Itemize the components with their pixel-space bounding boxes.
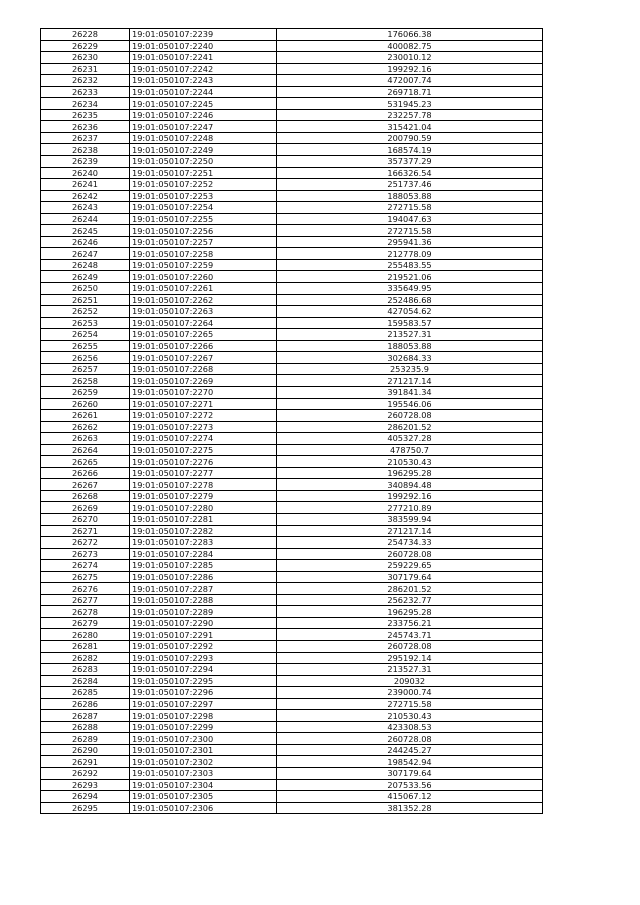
table-row	[41, 29, 543, 41]
table-row	[41, 283, 543, 295]
value-cell: 209032	[277, 675, 543, 687]
cadastral-number-cell: 19:01:050107:2282	[130, 525, 277, 537]
value-cell: 196295.28	[277, 467, 543, 479]
value-cell: 256232.77	[277, 594, 543, 606]
table-row	[41, 86, 543, 98]
cadastral-number-cell: 19:01:050107:2274	[130, 433, 277, 445]
value-cell: 168574.19	[277, 144, 543, 156]
row-number-cell: 26285	[41, 687, 130, 699]
table-row	[41, 236, 543, 248]
cadastral-number-cell: 19:01:050107:2301	[130, 744, 277, 756]
value-cell: 199292.16	[277, 490, 543, 502]
value-cell: 269718.71	[277, 86, 543, 98]
cadastral-number-cell: 19:01:050107:2287	[130, 583, 277, 595]
row-number-cell: 26293	[41, 779, 130, 791]
table-row	[41, 109, 543, 121]
cadastral-number-cell: 19:01:050107:2283	[130, 537, 277, 549]
row-number-cell: 26252	[41, 306, 130, 318]
row-number-cell: 26242	[41, 190, 130, 202]
row-number-cell: 26295	[41, 802, 130, 814]
row-number-cell: 26250	[41, 283, 130, 295]
row-number-cell: 26271	[41, 525, 130, 537]
row-number-cell: 26245	[41, 225, 130, 237]
cadastral-number-cell: 19:01:050107:2271	[130, 398, 277, 410]
value-cell: 260728.08	[277, 733, 543, 745]
value-cell: 188053.88	[277, 340, 543, 352]
value-cell: 405327.28	[277, 433, 543, 445]
row-number-cell: 26256	[41, 352, 130, 364]
table-row	[41, 791, 543, 803]
value-cell: 212778.09	[277, 248, 543, 260]
parcel-table-body	[41, 29, 543, 814]
row-number-cell: 26228	[41, 29, 130, 41]
row-number-cell: 26290	[41, 744, 130, 756]
row-number-cell: 26237	[41, 132, 130, 144]
cadastral-number-cell: 19:01:050107:2246	[130, 109, 277, 121]
row-number-cell: 26291	[41, 756, 130, 768]
row-number-cell: 26270	[41, 513, 130, 525]
cadastral-number-cell: 19:01:050107:2297	[130, 698, 277, 710]
table-row	[41, 63, 543, 75]
row-number-cell: 26278	[41, 606, 130, 618]
cadastral-number-cell: 19:01:050107:2284	[130, 548, 277, 560]
value-cell: 198542.94	[277, 756, 543, 768]
value-cell: 272715.58	[277, 698, 543, 710]
value-cell: 315421.04	[277, 121, 543, 133]
table-row	[41, 490, 543, 502]
cadastral-number-cell: 19:01:050107:2285	[130, 560, 277, 572]
cadastral-number-cell: 19:01:050107:2247	[130, 121, 277, 133]
table-row	[41, 744, 543, 756]
cadastral-number-cell: 19:01:050107:2251	[130, 167, 277, 179]
cadastral-number-cell: 19:01:050107:2252	[130, 179, 277, 191]
row-number-cell: 26261	[41, 410, 130, 422]
row-number-cell: 26274	[41, 560, 130, 572]
row-number-cell: 26286	[41, 698, 130, 710]
cadastral-number-cell: 19:01:050107:2293	[130, 652, 277, 664]
row-number-cell: 26275	[41, 571, 130, 583]
value-cell: 259229.65	[277, 560, 543, 572]
row-number-cell: 26255	[41, 340, 130, 352]
table-row	[41, 363, 543, 375]
value-cell: 232257.78	[277, 109, 543, 121]
table-row	[41, 225, 543, 237]
cadastral-number-cell: 19:01:050107:2286	[130, 571, 277, 583]
cadastral-number-cell: 19:01:050107:2257	[130, 236, 277, 248]
value-cell: 472007.74	[277, 75, 543, 87]
cadastral-number-cell: 19:01:050107:2249	[130, 144, 277, 156]
value-cell: 295941.36	[277, 236, 543, 248]
row-number-cell: 26241	[41, 179, 130, 191]
cadastral-number-cell: 19:01:050107:2240	[130, 40, 277, 52]
row-number-cell: 26277	[41, 594, 130, 606]
table-row	[41, 768, 543, 780]
row-number-cell: 26279	[41, 617, 130, 629]
table-row	[41, 352, 543, 364]
table-row	[41, 156, 543, 168]
table-row	[41, 317, 543, 329]
table-row	[41, 294, 543, 306]
table-row	[41, 583, 543, 595]
value-cell: 159583.57	[277, 317, 543, 329]
cadastral-number-cell: 19:01:050107:2305	[130, 791, 277, 803]
row-number-cell: 26239	[41, 156, 130, 168]
cadastral-number-cell: 19:01:050107:2275	[130, 444, 277, 456]
row-number-cell: 26287	[41, 710, 130, 722]
cadastral-number-cell: 19:01:050107:2241	[130, 52, 277, 64]
row-number-cell: 26268	[41, 490, 130, 502]
value-cell: 271217.14	[277, 375, 543, 387]
value-cell: 194047.63	[277, 213, 543, 225]
table-row	[41, 594, 543, 606]
value-cell: 277210.89	[277, 502, 543, 514]
table-row	[41, 779, 543, 791]
table-row	[41, 502, 543, 514]
value-cell: 213527.31	[277, 664, 543, 676]
cadastral-number-cell: 19:01:050107:2289	[130, 606, 277, 618]
cadastral-number-cell: 19:01:050107:2263	[130, 306, 277, 318]
row-number-cell: 26263	[41, 433, 130, 445]
cadastral-number-cell: 19:01:050107:2268	[130, 363, 277, 375]
table-row	[41, 375, 543, 387]
cadastral-number-cell: 19:01:050107:2243	[130, 75, 277, 87]
cadastral-number-cell: 19:01:050107:2265	[130, 329, 277, 341]
value-cell: 176066.38	[277, 29, 543, 41]
cadastral-number-cell: 19:01:050107:2244	[130, 86, 277, 98]
value-cell: 188053.88	[277, 190, 543, 202]
table-row	[41, 202, 543, 214]
value-cell: 245743.71	[277, 629, 543, 641]
row-number-cell: 26292	[41, 768, 130, 780]
cadastral-number-cell: 19:01:050107:2256	[130, 225, 277, 237]
cadastral-number-cell: 19:01:050107:2260	[130, 271, 277, 283]
cadastral-number-cell: 19:01:050107:2262	[130, 294, 277, 306]
value-cell: 251737.46	[277, 179, 543, 191]
row-number-cell: 26240	[41, 167, 130, 179]
row-number-cell: 26284	[41, 675, 130, 687]
cadastral-number-cell: 19:01:050107:2276	[130, 456, 277, 468]
cadastral-number-cell: 19:01:050107:2279	[130, 490, 277, 502]
row-number-cell: 26231	[41, 63, 130, 75]
value-cell: 335649.95	[277, 283, 543, 295]
table-row	[41, 410, 543, 422]
value-cell: 213527.31	[277, 329, 543, 341]
cadastral-number-cell: 19:01:050107:2270	[130, 386, 277, 398]
table-row	[41, 675, 543, 687]
table-row	[41, 756, 543, 768]
cadastral-number-cell: 19:01:050107:2266	[130, 340, 277, 352]
table-row	[41, 513, 543, 525]
value-cell: 286201.52	[277, 583, 543, 595]
cadastral-number-cell: 19:01:050107:2239	[130, 29, 277, 41]
table-row	[41, 421, 543, 433]
table-row	[41, 398, 543, 410]
table-row	[41, 98, 543, 110]
cadastral-number-cell: 19:01:050107:2294	[130, 664, 277, 676]
value-cell: 272715.58	[277, 202, 543, 214]
table-row	[41, 40, 543, 52]
table-row	[41, 525, 543, 537]
row-number-cell: 26249	[41, 271, 130, 283]
cadastral-number-cell: 19:01:050107:2253	[130, 190, 277, 202]
table-row	[41, 479, 543, 491]
table-row	[41, 386, 543, 398]
cadastral-number-cell: 19:01:050107:2254	[130, 202, 277, 214]
value-cell: 260728.08	[277, 410, 543, 422]
row-number-cell: 26234	[41, 98, 130, 110]
row-number-cell: 26244	[41, 213, 130, 225]
value-cell: 381352.28	[277, 802, 543, 814]
table-row	[41, 698, 543, 710]
row-number-cell: 26235	[41, 109, 130, 121]
value-cell: 195546.06	[277, 398, 543, 410]
row-number-cell: 26273	[41, 548, 130, 560]
cadastral-number-cell: 19:01:050107:2281	[130, 513, 277, 525]
value-cell: 255483.55	[277, 259, 543, 271]
value-cell: 307179.64	[277, 571, 543, 583]
row-number-cell: 26262	[41, 421, 130, 433]
row-number-cell: 26236	[41, 121, 130, 133]
value-cell: 286201.52	[277, 421, 543, 433]
table-row	[41, 571, 543, 583]
table-row	[41, 306, 543, 318]
value-cell: 252486.68	[277, 294, 543, 306]
value-cell: 196295.28	[277, 606, 543, 618]
value-cell: 391841.34	[277, 386, 543, 398]
cadastral-number-cell: 19:01:050107:2290	[130, 617, 277, 629]
cadastral-number-cell: 19:01:050107:2304	[130, 779, 277, 791]
table-row	[41, 652, 543, 664]
cadastral-number-cell: 19:01:050107:2296	[130, 687, 277, 699]
row-number-cell: 26266	[41, 467, 130, 479]
table-row	[41, 629, 543, 641]
row-number-cell: 26267	[41, 479, 130, 491]
row-number-cell: 26253	[41, 317, 130, 329]
table-row	[41, 75, 543, 87]
value-cell: 427054.62	[277, 306, 543, 318]
table-row	[41, 721, 543, 733]
value-cell: 295192.14	[277, 652, 543, 664]
table-row	[41, 560, 543, 572]
row-number-cell: 26254	[41, 329, 130, 341]
row-number-cell: 26230	[41, 52, 130, 64]
row-number-cell: 26238	[41, 144, 130, 156]
table-row	[41, 617, 543, 629]
row-number-cell: 26259	[41, 386, 130, 398]
cadastral-number-cell: 19:01:050107:2288	[130, 594, 277, 606]
row-number-cell: 26289	[41, 733, 130, 745]
table-row	[41, 606, 543, 618]
table-row	[41, 687, 543, 699]
row-number-cell: 26251	[41, 294, 130, 306]
cadastral-number-cell: 19:01:050107:2250	[130, 156, 277, 168]
value-cell: 302684.33	[277, 352, 543, 364]
row-number-cell: 26257	[41, 363, 130, 375]
table-row	[41, 167, 543, 179]
cadastral-number-cell: 19:01:050107:2278	[130, 479, 277, 491]
row-number-cell: 26288	[41, 721, 130, 733]
value-cell: 253235.9	[277, 363, 543, 375]
value-cell: 260728.08	[277, 548, 543, 560]
table-row	[41, 640, 543, 652]
table-row	[41, 710, 543, 722]
table-row	[41, 144, 543, 156]
cadastral-number-cell: 19:01:050107:2264	[130, 317, 277, 329]
value-cell: 478750.7	[277, 444, 543, 456]
row-number-cell: 26265	[41, 456, 130, 468]
cadastral-number-cell: 19:01:050107:2299	[130, 721, 277, 733]
value-cell: 230010.12	[277, 52, 543, 64]
cadastral-number-cell: 19:01:050107:2302	[130, 756, 277, 768]
row-number-cell: 26283	[41, 664, 130, 676]
table-row	[41, 664, 543, 676]
value-cell: 200790.59	[277, 132, 543, 144]
cadastral-number-cell: 19:01:050107:2258	[130, 248, 277, 260]
value-cell: 357377.29	[277, 156, 543, 168]
cadastral-number-cell: 19:01:050107:2259	[130, 259, 277, 271]
row-number-cell: 26232	[41, 75, 130, 87]
value-cell: 415067.12	[277, 791, 543, 803]
value-cell: 210530.43	[277, 710, 543, 722]
cadastral-number-cell: 19:01:050107:2306	[130, 802, 277, 814]
row-number-cell: 26243	[41, 202, 130, 214]
value-cell: 233756.21	[277, 617, 543, 629]
table-row	[41, 456, 543, 468]
cadastral-number-cell: 19:01:050107:2303	[130, 768, 277, 780]
row-number-cell: 26269	[41, 502, 130, 514]
row-number-cell: 26276	[41, 583, 130, 595]
table-row	[41, 259, 543, 271]
cadastral-number-cell: 19:01:050107:2267	[130, 352, 277, 364]
cadastral-number-cell: 19:01:050107:2292	[130, 640, 277, 652]
table-row	[41, 52, 543, 64]
cadastral-number-cell: 19:01:050107:2269	[130, 375, 277, 387]
row-number-cell: 26294	[41, 791, 130, 803]
cadastral-number-cell: 19:01:050107:2300	[130, 733, 277, 745]
table-row	[41, 340, 543, 352]
parcel-table	[40, 28, 543, 814]
cadastral-number-cell: 19:01:050107:2245	[130, 98, 277, 110]
value-cell: 199292.16	[277, 63, 543, 75]
row-number-cell: 26260	[41, 398, 130, 410]
value-cell: 210530.43	[277, 456, 543, 468]
table-row	[41, 329, 543, 341]
cadastral-number-cell: 19:01:050107:2242	[130, 63, 277, 75]
cadastral-number-cell: 19:01:050107:2291	[130, 629, 277, 641]
row-number-cell: 26233	[41, 86, 130, 98]
table-row	[41, 213, 543, 225]
value-cell: 307179.64	[277, 768, 543, 780]
row-number-cell: 26248	[41, 259, 130, 271]
table-row	[41, 433, 543, 445]
cadastral-number-cell: 19:01:050107:2295	[130, 675, 277, 687]
value-cell: 239000.74	[277, 687, 543, 699]
value-cell: 383599.94	[277, 513, 543, 525]
row-number-cell: 26246	[41, 236, 130, 248]
table-row	[41, 121, 543, 133]
value-cell: 219521.06	[277, 271, 543, 283]
value-cell: 207533.56	[277, 779, 543, 791]
row-number-cell: 26281	[41, 640, 130, 652]
row-number-cell: 26282	[41, 652, 130, 664]
cadastral-number-cell: 19:01:050107:2277	[130, 467, 277, 479]
row-number-cell: 26264	[41, 444, 130, 456]
row-number-cell: 26272	[41, 537, 130, 549]
value-cell: 531945.23	[277, 98, 543, 110]
cadastral-number-cell: 19:01:050107:2248	[130, 132, 277, 144]
cadastral-number-cell: 19:01:050107:2255	[130, 213, 277, 225]
table-row	[41, 444, 543, 456]
cadastral-number-cell: 19:01:050107:2298	[130, 710, 277, 722]
row-number-cell: 26247	[41, 248, 130, 260]
value-cell: 423308.53	[277, 721, 543, 733]
table-row	[41, 248, 543, 260]
value-cell: 260728.08	[277, 640, 543, 652]
cadastral-number-cell: 19:01:050107:2273	[130, 421, 277, 433]
value-cell: 400082.75	[277, 40, 543, 52]
value-cell: 166326.54	[277, 167, 543, 179]
table-row	[41, 271, 543, 283]
value-cell: 340894.48	[277, 479, 543, 491]
table-row	[41, 733, 543, 745]
cadastral-number-cell: 19:01:050107:2272	[130, 410, 277, 422]
table-row	[41, 190, 543, 202]
table-row	[41, 132, 543, 144]
value-cell: 271217.14	[277, 525, 543, 537]
cadastral-number-cell: 19:01:050107:2280	[130, 502, 277, 514]
row-number-cell: 26258	[41, 375, 130, 387]
table-row	[41, 537, 543, 549]
table-row	[41, 179, 543, 191]
value-cell: 254734.33	[277, 537, 543, 549]
value-cell: 272715.58	[277, 225, 543, 237]
value-cell: 244245.27	[277, 744, 543, 756]
table-row	[41, 802, 543, 814]
cadastral-number-cell: 19:01:050107:2261	[130, 283, 277, 295]
row-number-cell: 26280	[41, 629, 130, 641]
row-number-cell: 26229	[41, 40, 130, 52]
table-row	[41, 467, 543, 479]
table-row	[41, 548, 543, 560]
